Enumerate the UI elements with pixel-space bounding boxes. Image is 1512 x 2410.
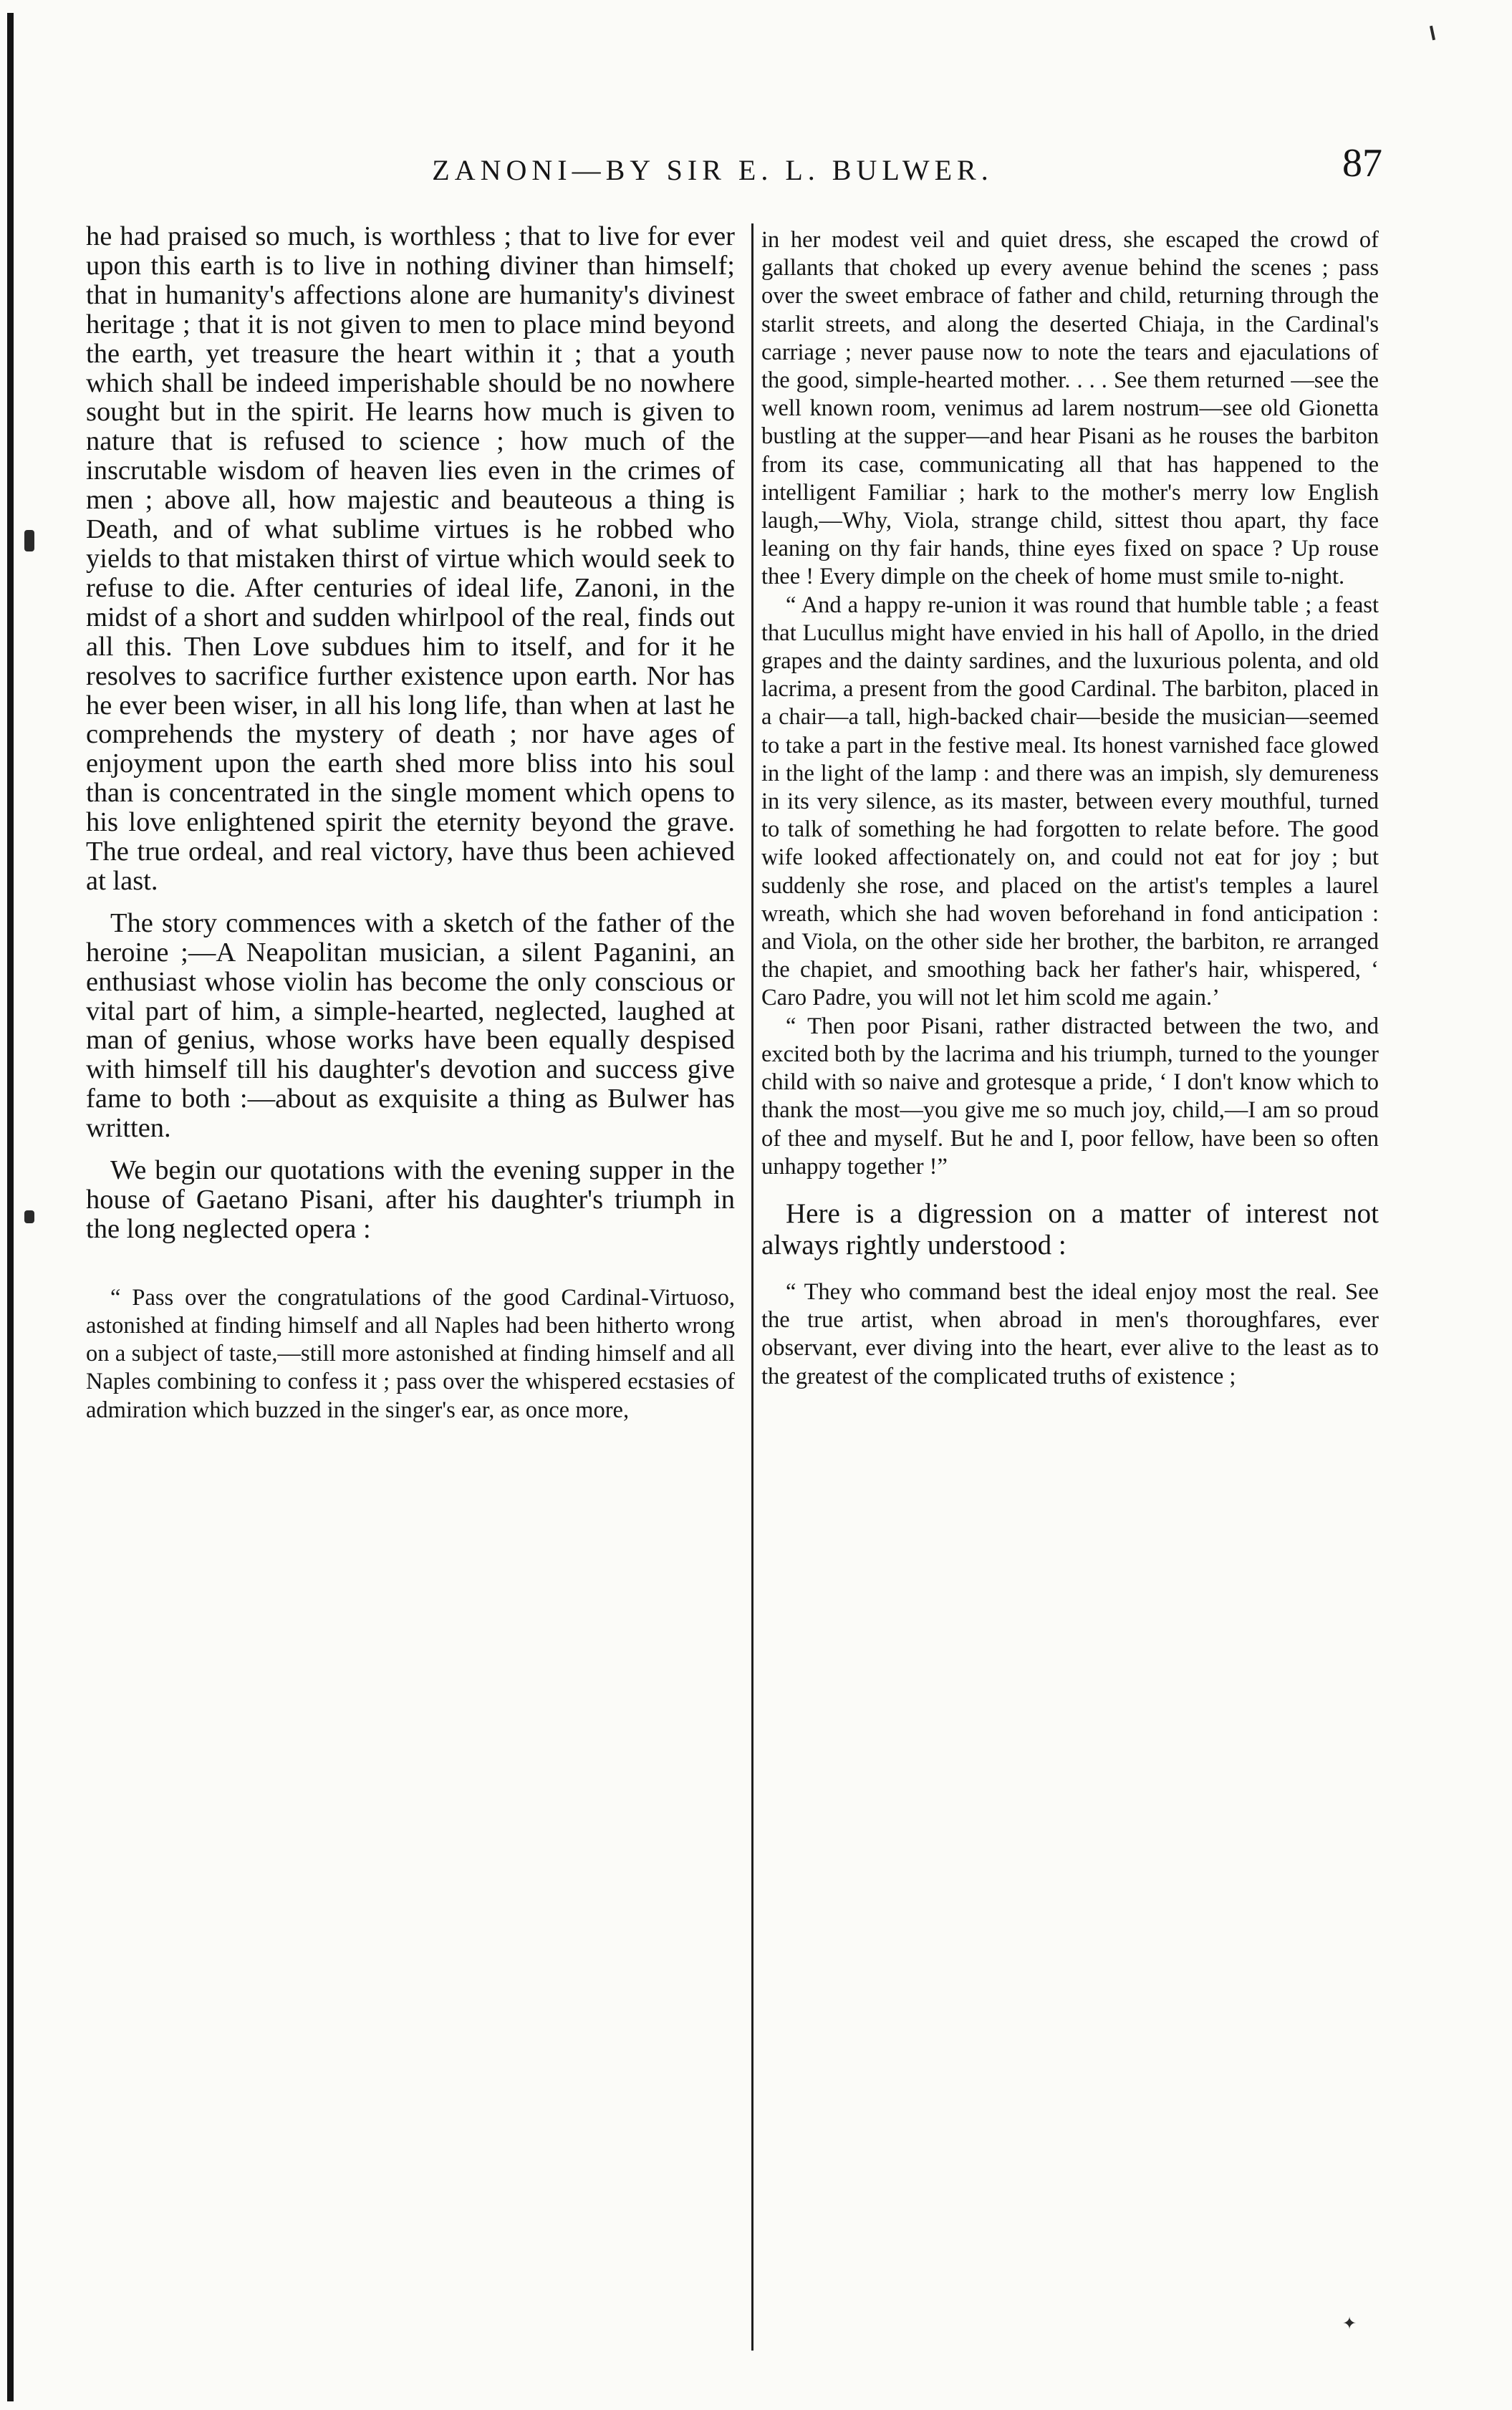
right-column	[761, 226, 1379, 1391]
paragraph: he had praised so much, is worthless ; that to live for ever upon this earth is to live in nothing diviner than himself; that in humanity's affections alone are humanity's divinest heritage ; that it is not given to men to place mind beyond the earth, yet treasure the heart within it ; that a youth which shall be indeed imperishable should be no nowhere sought but in the spirit. He learns how much is given to nature that is refused to science ; how much of the inscrutable wisdom of heaven lies even in the crimes of men ; above all, how majestic and beauteous a thing is Death, and of what sublime virtues is he robbed who yields to that mistaken thirst of virtue which would seek to refuse to die. After centuries of ideal life, Zanoni, in the midst of a short and sudden whirlpool of the real, finds out all this. Then Love subdues him to itself, and for it he resolves to sacrifice further existence upon earth. Nor has he ever been wiser, in all his long life, than when at last he comprehends the mystery of death ; nor have ages of enjoyment upon the earth shed more bliss into his soul than is concentrated in the single moment which opens to his love enlightened spirit the eternity beyond the grave. The true ordeal, and real victory, have thus been achieved at last.	[86, 221, 735, 896]
paragraph: The story commences with a sketch of the father of the heroine ;—A Neapolitan musician, a silent Paganini, an enthusiast whose violin has become the only conscious or vital part of him, a simple-hearted, neglected, laughed at man of genius, whose works have been equally despised with himself till his daughter's devotion and success give fame to both :—about as exquisite a thing as Bulwer has written.	[86, 907, 735, 1144]
quotation: “ Pass over the congratulations of the good Cardinal-Virtuoso, astonished at finding himself and all Naples had been hitherto wrong on a subject of taste,—still more astonished at finding himself and all Naples combining to confess it ; pass over the whispered ecstasies of admiration which buzzed in the singer's ear, as once more,	[86, 1284, 735, 1423]
edge-speck	[24, 1210, 34, 1223]
quotation: in her modest veil and quiet dress, she escaped the crowd of gallants that choked up every avenue behind the scenes ; pass over the sweet embrace of father and child, returning through the starlit streets, and along the deserted Chiaja, in the Cardinal's carriage ; never pause now to note the tears and ejaculations of the good, simple-hearted mother. . . . See them returned —see the well known room, venimus ad larem nostrum—see old Gionetta bustling at the supper—and hear Pisani as he rouses the barbiton from its case, communicating all that has happened to the intelligent Familiar ; hark to the mother's merry low English laugh,—Why, Viola, strange child, sittest thou apart, thy face leaning on thy fair hands, thine eyes fixed on space ? Up rouse thee ! Every dimple on the cheek of home must smile to-night.	[761, 227, 1379, 590]
page-number: 87	[1342, 141, 1382, 185]
quotation: “ They who command best the ideal enjoy most the real. See the true artist, when abroad in men's thoroughfares, ever observant, ever diving into the heart, ever alive to the least as to the greatest of the complicated truths of existence ;	[761, 1278, 1379, 1389]
column-divider	[751, 223, 753, 2351]
edge-speck	[24, 530, 34, 551]
left-column	[86, 222, 735, 1425]
stray-mark: ✦	[1342, 2313, 1357, 2333]
quotation: “ Then poor Pisani, rather distracted between the two, and excited both by the lacrima and his triumph, turned to the younger child with so naive and grotesque a pride, ‘ I don't know which to thank the most—you give me so much joy, child,—I am so proud of thee and myself. But he and I, poor fellow, have been so often unhappy together !”	[761, 1013, 1379, 1180]
paragraph: Here is a digression on a matter of interest not always rightly understood :	[761, 1197, 1379, 1261]
page-edge-binding	[7, 13, 14, 2401]
page-header	[0, 140, 1512, 198]
running-title: ZANONI—BY SIR E. L. BULWER.	[432, 154, 993, 186]
quotation: “ And a happy re-union it was round that humble table ; a feast that Lucullus might have envied in his hall of Apollo, in the dried grapes and the dainty sardines, and the luxurious polenta, and old lacrima, a present from the good Cardinal. The barbiton, placed in a chair—a tall, high-backed chair—beside the musician—seemed to take a part in the festive meal. Its honest varnished face glowed in the light of the lamp : and there was an impish, sly demureness in its very silence, as its master, between every mouthful, turned to talk of something he had forgotten to relate before. The good wife looked affectionately on, and could not eat for joy ; but suddenly she rose, and placed on the artist's temples a laurel wreath, which she had woven beforehand in fond anticipation : and Viola, on the other side her brother, the barbiton, re arranged the chapiet, and smoothing back her father's hair, whispered, ‘ Caro Padre, you will not let him scold me again.’	[761, 592, 1379, 1011]
stray-mark	[1430, 26, 1435, 40]
paragraph: We begin our quotations with the evening supper in the house of Gaetano Pisani, after his daughter's triumph in the long neglected opera :	[86, 1155, 735, 1244]
